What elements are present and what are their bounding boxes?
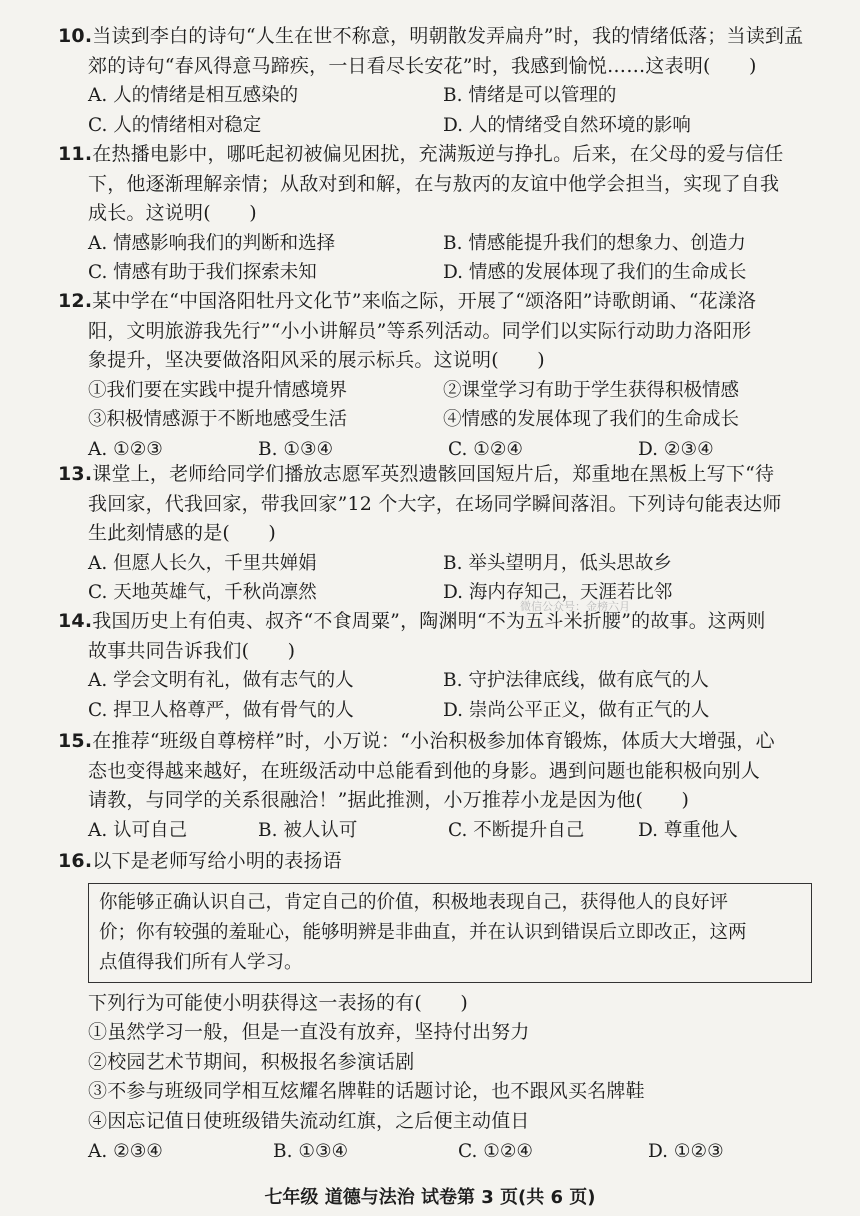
question-text: 阳，文明旅游我先行”“小小讲解员”等系列活动。同学们以实际行动助力洛阳形 [88, 319, 752, 342]
option-c: C. ①②④ [448, 438, 524, 460]
question-text: 在热播电影中，哪吒起初被偏见困扰，充满叛逆与挣扎。后来，在父母的爱与信任 [92, 143, 784, 165]
option-a: A. ①②③ [88, 438, 163, 460]
watermark-text: 微信公众号：金榜六月 [520, 600, 630, 613]
options-row [58, 578, 818, 608]
option-a: A. 但愿人长久，千里共婵娟 [88, 552, 317, 574]
option-b: B. ①③④ [258, 438, 334, 460]
question-text: 故事共同告诉我们( ) [88, 639, 296, 662]
options-row [58, 229, 818, 259]
question-number: 11. [58, 143, 93, 165]
option-b: B. 情感能提升我们的想象力、创造力 [443, 232, 746, 254]
question-15 [58, 727, 818, 845]
question-text: 在推荐“班级自尊榜样”时，小万说：“小治积极参加体育锻炼，体质大大增强，心 [92, 730, 775, 752]
page-footer: 七年级 道德与法治 试卷第 3 页(共 6 页) [264, 1187, 596, 1208]
praise-box [88, 883, 812, 983]
question-number: 13. [58, 463, 93, 485]
question-text: 下列行为可能使小明获得这一表扬的有( ) [88, 991, 469, 1014]
praise-text: 点值得我们所有人学习。 [99, 951, 303, 973]
option-c: C. ①②④ [458, 1140, 534, 1162]
statements-row [58, 376, 818, 406]
statement-4: ④因忘记值日使班级错失流动红旗，之后便主动值日 [88, 1109, 530, 1132]
option-d: D. 情感的发展体现了我们的生命成长 [443, 262, 747, 284]
question-number: 12. [58, 290, 93, 312]
option-d: D. ①②③ [648, 1140, 724, 1162]
option-a: A. 学会文明有礼，做有志气的人 [88, 670, 354, 692]
question-text: 某中学在“中国洛阳牡丹文化节”来临之际，开展了“颂洛阳”诗歌朗诵、“花漾洛 [92, 290, 757, 312]
question-text: 生此刻情感的是( ) [88, 522, 277, 545]
statement-2: ②校园艺术节期间，积极报名参演话剧 [88, 1050, 415, 1073]
option-a: A. ②③④ [88, 1140, 163, 1162]
question-14 [58, 607, 818, 725]
question-text: 态也变得越来越好，在班级活动中总能看到他的身影。遇到问题也能积极向别人 [88, 759, 761, 782]
option-c: C. 人的情绪相对稳定 [88, 114, 262, 136]
options-row [58, 666, 818, 696]
question-13 [58, 460, 818, 608]
question-number: 14. [58, 610, 93, 632]
statement-3: ③积极情感源于不断地感受生活 [88, 409, 348, 431]
question-text: 我回家，代我回家，带我回家”12 个大字，在场同学瞬间落泪。下列诗句能表达师 [88, 492, 782, 515]
options-row [58, 81, 818, 111]
statement-3: ③不参与班级同学相互炫耀名牌鞋的话题讨论，也不跟风买名牌鞋 [88, 1080, 645, 1103]
option-b: B. 守护法律底线，做有底气的人 [443, 670, 709, 692]
option-b: B. 被人认可 [258, 819, 358, 841]
question-text: 我国历史上有伯夷、叔齐“不食周粟”，陶渊明“不为五斗米折腰”的故事。这两则 [92, 610, 766, 632]
question-text: 郊的诗句“春风得意马蹄疾，一日看尽长安花”时，我感到愉悦……这表明( ) [88, 54, 757, 77]
option-c: C. 情感有助于我们探索未知 [88, 262, 317, 284]
option-b: B. 举头望明月，低头思故乡 [443, 552, 672, 574]
question-text: 请教，与同学的关系很融洽！”据此推测，小万推荐小龙是因为他( ) [88, 789, 690, 812]
option-d: D. 人的情绪受自然环境的影响 [443, 114, 691, 136]
statement-1: ①虽然学习一般，但是一直没有放弃，坚持付出努力 [88, 1021, 530, 1044]
option-c: C. 天地英雄气，千秋尚凛然 [88, 582, 317, 604]
options-row [58, 816, 818, 846]
option-d: D. 崇尚公平正义，做有正气的人 [443, 699, 710, 721]
question-text: 象提升，坚决要做洛阳风采的展示标兵。这说明( ) [88, 349, 545, 372]
options-row [58, 549, 818, 579]
option-c: C. 不断提升自己 [448, 819, 585, 841]
options-row [58, 1137, 818, 1167]
statement-1: ①我们要在实践中提升情感境界 [88, 379, 348, 401]
statement-2: ②课堂学习有助于学生获得积极情感 [443, 379, 740, 401]
option-a: A. 情感影响我们的判断和选择 [88, 232, 336, 254]
statement-4: ④情感的发展体现了我们的生命成长 [443, 409, 740, 431]
option-d: D. 海内存知己，天涯若比邻 [443, 582, 673, 604]
question-16 [58, 847, 818, 1166]
praise-text: 你能够正确认识自己，肯定自己的价值，积极地表现自己，获得他人的良好评 [99, 891, 729, 913]
option-a: A. 认可自己 [88, 819, 188, 841]
options-row [58, 258, 818, 288]
question-text: 下，他逐渐理解亲情；从敌对到和解，在与敖丙的友谊中他学会担当，实现了自我 [88, 172, 780, 195]
question-12 [58, 287, 818, 465]
question-11 [58, 140, 818, 288]
options-row [58, 696, 818, 726]
question-number: 15. [58, 730, 93, 752]
question-text: 成长。这说明( ) [88, 202, 257, 225]
question-number: 16. [58, 850, 93, 872]
question-text: 课堂上，老师给同学们播放志愿军英烈遗骸回国短片后，郑重地在黑板上写下“待 [92, 463, 775, 485]
option-b: B. 情绪是可以管理的 [443, 85, 617, 107]
question-text: 当读到李白的诗句“人生在世不称意，明朝散发弄扁舟”时，我的情绪低落；当读到孟 [92, 25, 804, 47]
option-a: A. 人的情绪是相互感染的 [88, 85, 299, 107]
options-row [58, 111, 818, 141]
option-d: D. ②③④ [638, 438, 714, 460]
option-c: C. 捍卫人格尊严，做有骨气的人 [88, 699, 354, 721]
question-10 [58, 22, 818, 140]
praise-text: 价；你有较强的羞耻心，能够明辨是非曲直，并在认识到错误后立即改正，这两 [99, 921, 747, 943]
option-d: D. 尊重他人 [638, 819, 738, 841]
statements-row [58, 405, 818, 435]
question-number: 10. [58, 25, 93, 47]
option-b: B. ①③④ [273, 1140, 349, 1162]
question-text: 以下是老师写给小明的表扬语 [92, 850, 342, 872]
